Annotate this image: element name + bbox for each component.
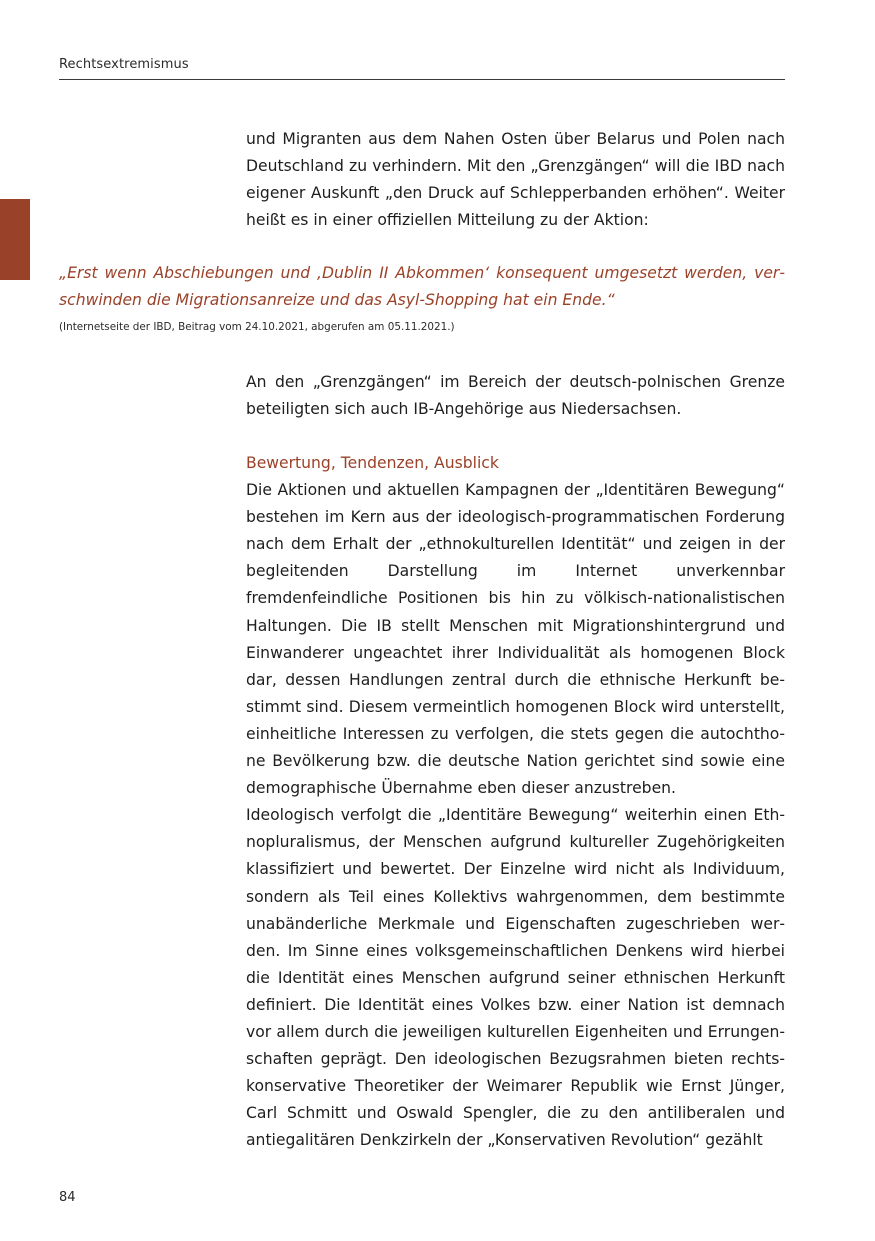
page-number: 84 xyxy=(59,1190,76,1205)
quote-source: (Internetseite der IBD, Beitrag vom 24.10.2021, abgerufen am 05.11.2021.) xyxy=(59,321,455,333)
grenzgaenge-paragraph-block xyxy=(246,369,785,423)
intro-paragraph: und Migranten aus dem Nahen Osten über Belarus und Polen nach Deutschland zu verhindern. Mit den „Grenzgängen“ will die IBD nach eigener Auskunft „den Druck auf Schlepperbanden erhöhen“. Weiter heißt es in einer offiziellen Mitteilung zu der Aktion: xyxy=(246,130,785,230)
grenzgaenge-paragraph: An den „Grenzgängen“ im Bereich der deutsch-polnischen Grenze beteiligten sich auch IB-Angehörige aus Niedersachsen. xyxy=(246,373,785,419)
assessment-paragraph-1: Die Aktionen und aktuellen Kampagnen der „Identitären Bewegung“ bestehen im Kern aus der ideologisch-programmatischen Forderung nach dem Erhalt der „ethnokulturellen Identität“ und zeigen in der begleitenden Darstellung im Internet unverkennbar fremdenfeindliche Positionen bis hin zu völkisch-nationalistischen Haltungen. Die IB stellt Menschen mit Migrationshintergrund und Einwanderer ungeachtet ihrer Individualität als homogenen Block dar, dessen Handlungen zentral durch die ethnische Herkunft bestimmt sind. Diesem vermeintlich homogenen Block wird unterstellt, einheitliche Interessen zu verfolgen, die stets gegen die autochthone Bevölkerung bzw. die deutsche Nation gerichtet sind sowie eine demographische Übernahme eben dieser anzustreben. xyxy=(246,481,785,798)
header-rule xyxy=(59,79,785,80)
chapter-side-tab xyxy=(0,199,30,280)
quote-text: „Erst wenn Abschiebungen und ‚Dublin II Abkommen‘ konsequent umgesetzt werden, verschwinden die Migrationsanreize und das Asyl-Shopping hat ein Ende.“ xyxy=(59,264,785,309)
section-heading: Bewertung, Tendenzen, Ausblick xyxy=(246,454,499,472)
assessment-section xyxy=(246,450,785,1154)
assessment-paragraph-2: Ideologisch verfolgt die „Identitäre Bewegung“ weiterhin einen Ethnopluralismus, der Menschen aufgrund kultureller Zugehörigkeiten klassifiziert und bewertet. Der Einzelne wird nicht als Individuum, sondern als Teil eines Kollektivs wahrgenommen, dem bestimmte unabänderliche Merkmale und Eigenschaften zugeschrieben werden. Im Sinne eines volksgemeinschaftlichen Denkens wird hierbei die Identität eines Menschen aufgrund seiner ethnischen Herkunft definiert. Die Identität eines Volkes bzw. einer Nation ist demnach vor allem durch die jeweiligen kulturellen Eigenheiten und Errungenschaften geprägt. Den ideologischen Bezugsrahmen bieten rechtskonservative Theoretiker der Weimarer Republik wie Ernst Jünger, Carl Schmitt und Oswald Spengler, die zu den antiliberalen und antiegalitären Denkzirkeln der „Konservativen Revolution“ gezählt xyxy=(246,806,785,1150)
running-head: Rechtsextremismus xyxy=(59,57,189,72)
intro-paragraph-block xyxy=(246,126,785,234)
